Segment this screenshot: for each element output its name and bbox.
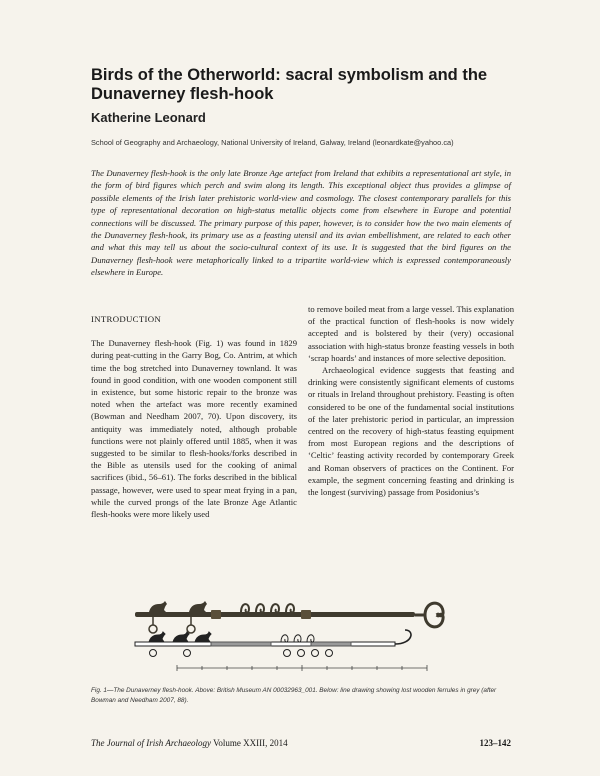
body-column-left (91, 313, 297, 520)
section-heading: INTRODUCTION (91, 314, 162, 324)
author-affiliation: School of Geography and Archaeology, National University of Ireland, Galway, Ireland (leonardkate@yahoo.ca) (91, 138, 454, 147)
body-paragraph: The Dunaverney flesh-hook (Fig. 1) was found in 1829 during peat-cutting in the Garry Bog, Co. Antrim, at which time the bog stretched into Dunaverney townland. It was found in good condition, with one wooden component still in existence, but some historic repair to the bronze was noted when the artefact was more recently examined (Bowman and Needham 2007, 70). Upon discovery, its antiquity was immediately noted, although probable functions were not plainly offered until 1885, when it was suggested to be similar to flesh-hooks/forks described in the Bible as utensils used for the cooking of animal sacrifices (ibid., 56–61). The forks described in the biblical passage, however, were used to spear meat frying in a pan, while the curved prongs of the late Bronze Age Atlantic flesh-hooks were more likely used (91, 338, 297, 520)
figure-caption: Fig. 1—The Dunaverney flesh-hook. Above: British Museum AN 00032963_001. Below: line drawing showing lost wooden ferrules in grey (after Bowman and Needham 2007, 88). (91, 687, 497, 704)
page-range: 123–142 (479, 738, 511, 748)
journal-volume: Volume XXIII, 2014 (213, 738, 288, 748)
author-name: Katherine Leonard (91, 110, 206, 125)
page-footer (91, 738, 511, 748)
body-paragraph: Archaeological evidence suggests that feasting and drinking were consistently significant elements of customs or rituals in Ireland throughout prehistory. Feasting is often considered to be one of the fundamental social institutions of the later prehistoric period in particular, an impression centred on the recovery of high-status feasting equipment from most European regions and the descriptions of ‘Celtic’ feasting activity recorded by contemporary Greek and Roman observers of practices on the Continent. For example, the segment concerning feasting and drinking is the longest (surviving) passage from Posidonius’s (308, 365, 514, 498)
body-paragraph: to remove boiled meat from a large vessel. This explanation of the practical function of flesh-hooks is now widely accepted and is bolstered by their (very) occasional association with high-status bronze feasting vessels in both ‘scrap hoards’ and instances of more selective deposition. (308, 304, 514, 363)
flesh-hook-photo (135, 601, 443, 633)
journal-title: The Journal of Irish Archaeology (91, 738, 211, 748)
abstract: The Dunaverney flesh-hook is the only late Bronze Age artefact from Ireland that exhibits a representational art style, in the form of bird figures which perch and swim along its length. This exceptional object thus provides a glimpse of possible elements of the Irish later prehistoric world-view and cosmology. The closest contemporary parallels for this type of representational decoration on high-status metallic objects come from elsewhere in Europe and potential connections will be discussed. The primary purpose of this paper, however, is to consider how the two main elements of the Dunaverney flesh-hook, its primary use as a feasting utensil and its avian embellishment, are related to each other and what this may tell us about the socio-cultural context of its use. It is suggested that the bird figures on the Dunaverney flesh-hook were metaphorically linked to a tripartite world-view which is expressed contemporaneously elsewhere in Europe. (91, 168, 511, 278)
scale-bar (177, 665, 427, 671)
figure-flesh-hook (91, 585, 511, 675)
flesh-hook-drawing (135, 630, 411, 657)
body-column-right (308, 303, 514, 498)
article-title: Birds of the Otherworld: sacral symbolism and the Dunaverney flesh-hook (91, 66, 488, 103)
